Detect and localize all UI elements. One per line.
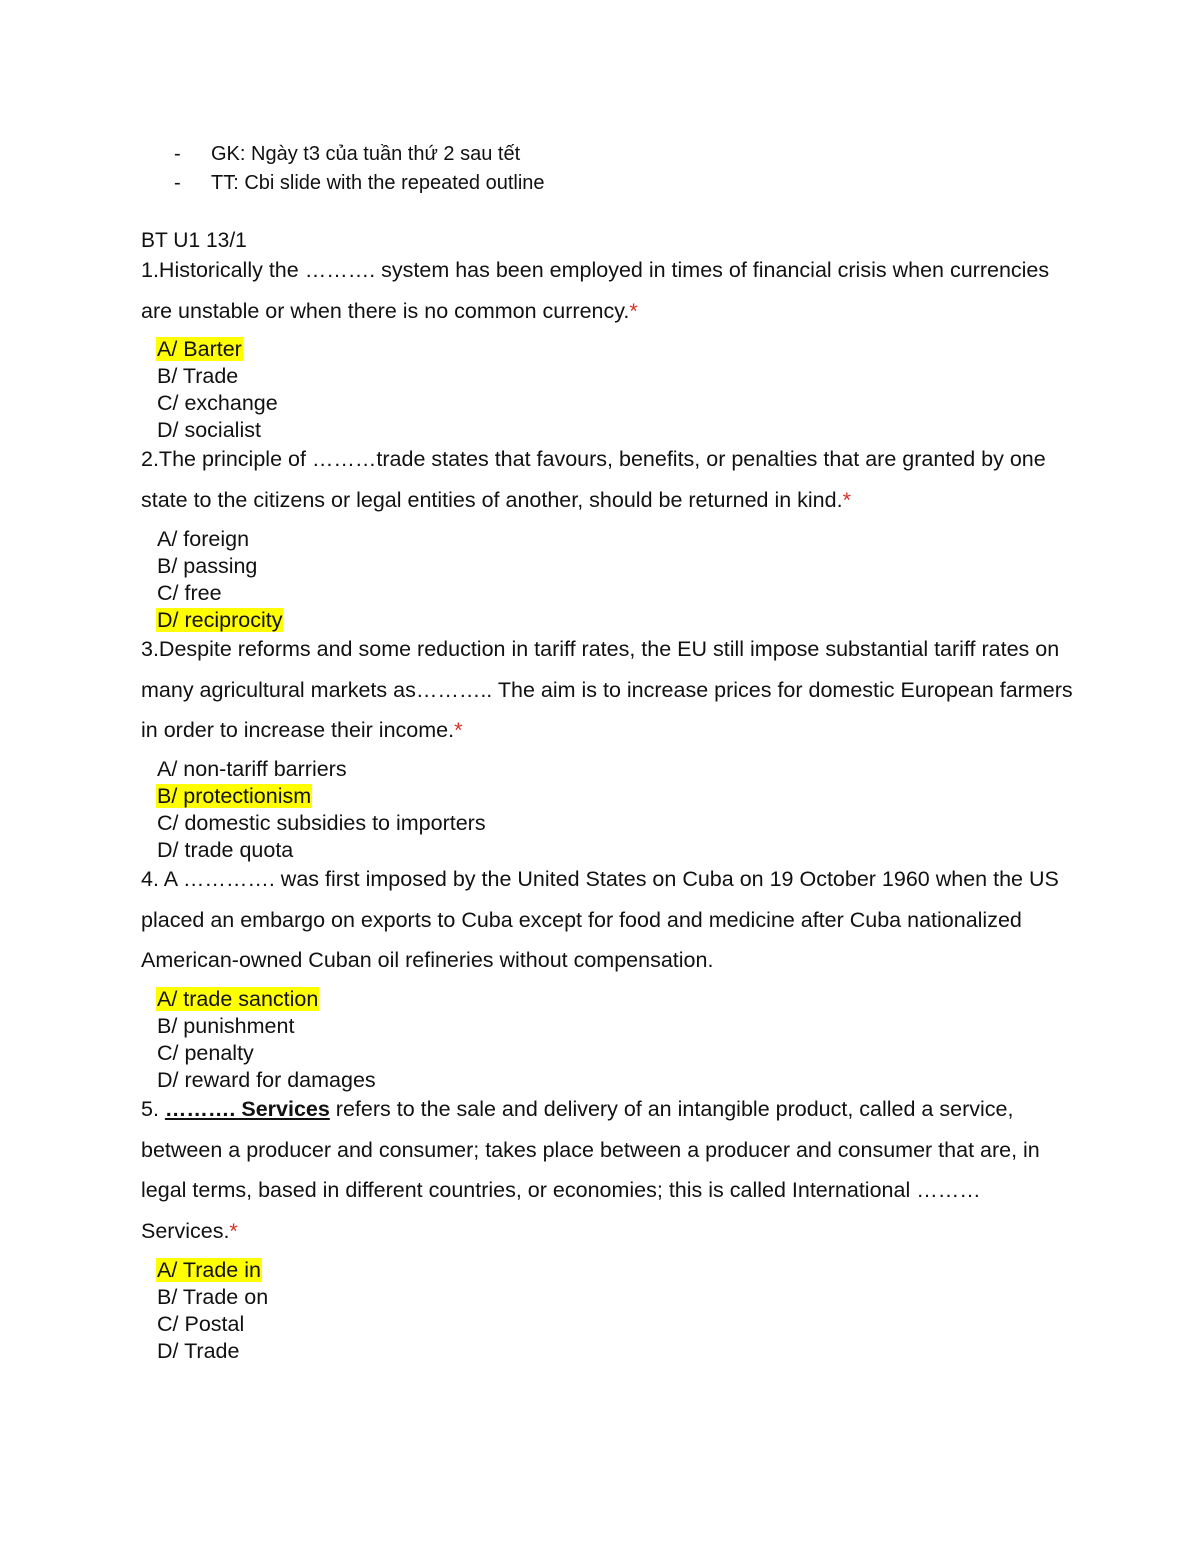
bullet-dash: -	[174, 172, 181, 194]
option-c	[156, 390, 1076, 417]
option-d	[156, 1338, 1076, 1365]
required-mark: *	[229, 1219, 238, 1244]
question-3	[141, 629, 1076, 864]
question-text	[141, 250, 1076, 331]
question-2	[141, 439, 1076, 633]
option-label: B/ punishment	[157, 1014, 295, 1039]
required-mark: *	[842, 488, 851, 513]
option-c	[156, 580, 1076, 607]
question-emphasis: ………. Services	[164, 1097, 330, 1122]
question-text-body: 3.Despite reforms and some reduction in tariff rates, the EU still impose substantial tariff rates on many agricultural markets as……….. The aim is to increase prices for domestic European farmers in order to increase their income.	[141, 636, 1073, 743]
option-a	[156, 336, 1076, 363]
question-text-body: 4. A …………. was first imposed by the United States on Cuba on 19 October 1960 when the US placed an embargo on exports to Cuba except for food and medicine after Cuba nationalized American-owned Cuban oil refineries without compensation.	[141, 866, 1059, 973]
option-label: B/ protectionism	[157, 783, 312, 808]
option-b	[156, 1013, 1076, 1040]
question-5	[141, 1089, 1076, 1365]
question-1	[141, 250, 1076, 444]
option-c	[156, 1311, 1076, 1338]
option-c	[156, 1040, 1076, 1067]
option-a	[156, 986, 1076, 1013]
note-item	[174, 140, 1074, 169]
option-list	[156, 526, 1076, 634]
option-label: D/ Trade	[157, 1338, 240, 1363]
option-label: A/ trade sanction	[157, 987, 319, 1012]
option-label: A/ foreign	[157, 526, 250, 551]
option-label: C/ exchange	[157, 391, 278, 416]
question-text-body: 1.Historically the ………. system has been employed in times of financial crisis when currencies are unstable or when there is no common currency.	[141, 258, 1050, 323]
note-text: GK: Ngày t3 của tuần thứ 2 sau tết	[211, 143, 521, 165]
option-b	[156, 553, 1076, 580]
option-label: C/ domestic subsidies to importers	[157, 810, 486, 835]
option-label: B/ Trade	[157, 364, 239, 389]
option-label: C/ Postal	[157, 1311, 245, 1336]
question-text-body: refers to the sale and delivery of an intangible product, called a service, between a producer and consumer; takes place between a producer and consumer that are, in legal terms, based in different countries, or economies; this is called International ………Services.	[141, 1097, 1040, 1244]
option-label: D/ trade quota	[157, 837, 294, 862]
exercise-heading: BT U1 13/1	[141, 229, 247, 252]
option-label: A/ non-tariff barriers	[157, 756, 347, 781]
notes-list	[174, 140, 1074, 198]
option-list	[156, 756, 1076, 864]
question-number: 5.	[141, 1097, 165, 1122]
option-a	[156, 756, 1076, 783]
option-list	[156, 336, 1076, 444]
option-a	[156, 526, 1076, 553]
option-label: C/ free	[157, 580, 222, 605]
question-text	[141, 1089, 1076, 1252]
option-label: D/ reciprocity	[157, 607, 283, 632]
option-label: A/ Barter	[157, 337, 242, 362]
note-text: TT: Cbi slide with the repeated outline	[211, 172, 545, 194]
option-label: B/ passing	[157, 553, 258, 578]
option-b	[156, 363, 1076, 390]
option-list	[156, 986, 1076, 1094]
question-4	[141, 859, 1076, 1094]
question-text-body: 2.The principle of ………trade states that favours, benefits, or penalties that are granted by one state to the citizens or legal entities of another, should be returned in kind.	[141, 447, 1046, 513]
option-label: C/ penalty	[157, 1041, 254, 1066]
question-text	[141, 629, 1076, 751]
option-a	[156, 1257, 1076, 1284]
option-label: D/ socialist	[157, 418, 261, 443]
required-mark: *	[629, 298, 638, 323]
option-label: B/ Trade on	[157, 1284, 269, 1309]
note-item	[174, 169, 1074, 198]
question-text	[141, 439, 1076, 520]
option-b	[156, 783, 1076, 810]
option-list	[156, 1257, 1076, 1365]
option-label: A/ Trade in	[157, 1257, 261, 1282]
option-label: D/ reward for damages	[157, 1068, 376, 1093]
option-c	[156, 810, 1076, 837]
option-b	[156, 1284, 1076, 1311]
bullet-dash: -	[174, 143, 181, 165]
required-mark: *	[454, 718, 463, 743]
exercise-content	[141, 226, 1076, 1365]
question-text	[141, 859, 1076, 981]
